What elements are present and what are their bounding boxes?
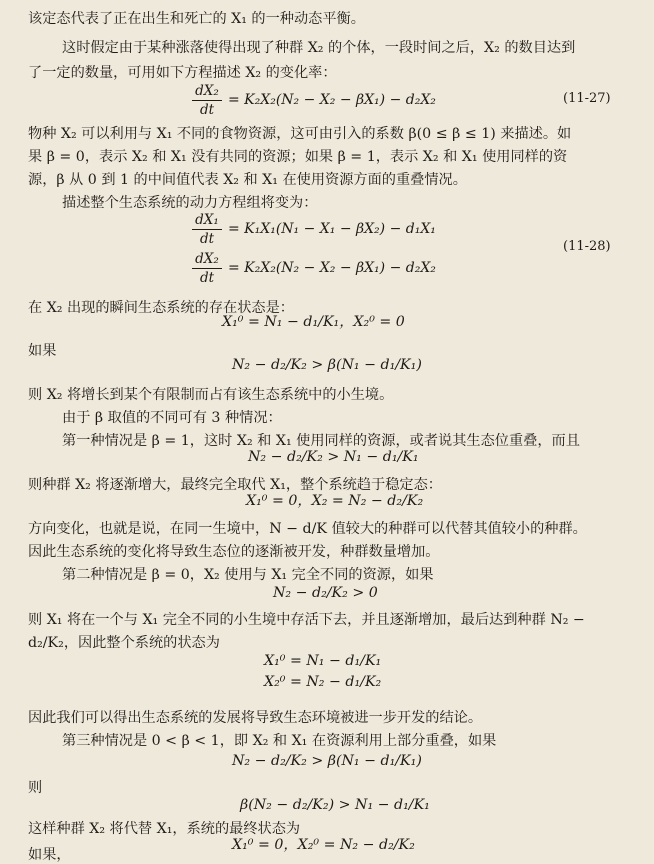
fraction-denominator: dt <box>199 270 215 286</box>
equation: X₁⁰ = 0，X₂ = N₂ − d₂/K₂ <box>246 493 424 509</box>
text-line: 描述整个生态系统的动力方程组将变为： <box>62 195 318 211</box>
equation-rhs: = K₂X₂(N₂ − X₂ − βX₁) − d₂X₂ <box>228 92 436 108</box>
text-line: 这样种群 X₂ 将代替 X₁，系统的最终状态为 <box>28 821 301 837</box>
fraction-numerator: dX₂ <box>195 251 219 267</box>
text-line: 则 X₁ 将在一个与 X₁ 完全不同的小生境中存活下去，并且逐渐增加，最后达到种群 N₂ − <box>28 612 585 628</box>
equation: N₂ − d₂/K₂ > β(N₁ − d₁/K₁) <box>232 753 422 769</box>
text-line: 因此生态系统的变化将导致生态位的逐渐被开发，种群数量增加。 <box>28 544 440 560</box>
text-line: 源，β 从 0 到 1 的中间值代表 X₂ 和 X₁ 在使用资源方面的重叠情况。 <box>28 172 467 188</box>
text-line: 则种群 X₂ 将逐渐增大，最终完全取代 X₁，整个系统趋于稳定态： <box>28 477 442 493</box>
text-line: 方向变化，也就是说，在同一生境中，N − d/K 值较大的种群可以代替其值较小的种群。 <box>28 521 587 537</box>
text-line: 则 X₂ 将增长到某个有限制而占有该生态系统中的小生境。 <box>28 387 394 403</box>
equation-rhs: = K₂X₂(N₂ − X₂ − βX₁) − d₂X₂ <box>228 260 436 276</box>
text-line: 第三种情况是 0 < β < 1，即 X₂ 和 X₁ 在资源利用上部分重叠，如果 <box>62 733 497 749</box>
text-line: 了一定的数量，可用如下方程描述 X₂ 的变化率： <box>28 65 337 81</box>
text-line: 第一种情况是 β = 1，这时 X₂ 和 X₁ 使用同样的资源，或者说其生态位重叠，而且 <box>62 433 580 449</box>
equation: N₂ − d₂/K₂ > 0 <box>273 585 378 601</box>
text-line: 由于 β 取值的不同可有 3 种情况： <box>62 410 282 426</box>
text-line: d₂/K₂，因此整个系统的状态为 <box>28 635 220 651</box>
equation-number: (11-27) <box>563 91 611 106</box>
derivative-fraction <box>192 212 222 247</box>
fraction-denominator: dt <box>199 102 215 118</box>
text-line: 该定态代表了正在出生和死亡的 X₁ 的一种动态平衡。 <box>28 11 365 27</box>
text-line: 在 X₂ 出现的瞬间生态系统的存在状态是： <box>28 300 294 316</box>
fraction-bar <box>192 229 222 230</box>
equation: N₂ − d₂/K₂ > β(N₁ − d₁/K₁) <box>232 357 422 373</box>
text-line: 物种 X₂ 可以利用与 X₁ 不同的食物资源，这可由引入的系数 β(0 ≤ β ≤ 1) 来描述。如 <box>28 126 572 142</box>
equation: N₂ − d₂/K₂ > N₁ − d₁/K₁ <box>248 449 419 465</box>
equation: X₁⁰ = N₁ − d₁/K₁，X₂⁰ = 0 <box>222 314 405 330</box>
fraction-numerator: dX₂ <box>195 83 219 99</box>
text-line: 如果 <box>28 343 57 359</box>
text-line: 如果， <box>28 847 71 863</box>
equation-number: (11-28) <box>563 239 611 254</box>
fraction-bar <box>192 100 222 101</box>
fraction-denominator: dt <box>199 231 215 247</box>
fraction-bar <box>192 268 222 269</box>
equation: X₁⁰ = N₁ − d₁/K₁ <box>264 653 382 669</box>
fraction-numerator: dX₁ <box>195 212 219 228</box>
equation: X₂⁰ = N₂ − d₁/K₂ <box>264 674 382 690</box>
equation-rhs: = K₁X₁(N₁ − X₁ − βX₂) − d₁X₁ <box>228 221 436 237</box>
text-line: 果 β = 0，表示 X₂ 和 X₁ 没有共同的资源；如果 β = 1，表示 X₂ 和 X₁ 使用同样的资 <box>28 149 568 165</box>
text-line: 第二种情况是 β = 0，X₂ 使用与 X₁ 完全不同的资源，如果 <box>62 567 434 583</box>
derivative-fraction <box>192 251 222 286</box>
text-line: 因此我们可以得出生态系统的发展将导致生态环境被进一步开发的结论。 <box>28 710 483 726</box>
equation: β(N₂ − d₂/K₂) > N₁ − d₁/K₁ <box>240 797 430 813</box>
derivative-fraction <box>192 83 222 118</box>
text-line: 则 <box>28 780 43 796</box>
equation: X₁⁰ = 0，X₂⁰ = N₂ − d₂/K₂ <box>232 837 415 853</box>
text-line: 这时假定由于某种涨落使得出现了种群 X₂ 的个体，一段时间之后，X₂ 的数目达到 <box>62 40 576 56</box>
